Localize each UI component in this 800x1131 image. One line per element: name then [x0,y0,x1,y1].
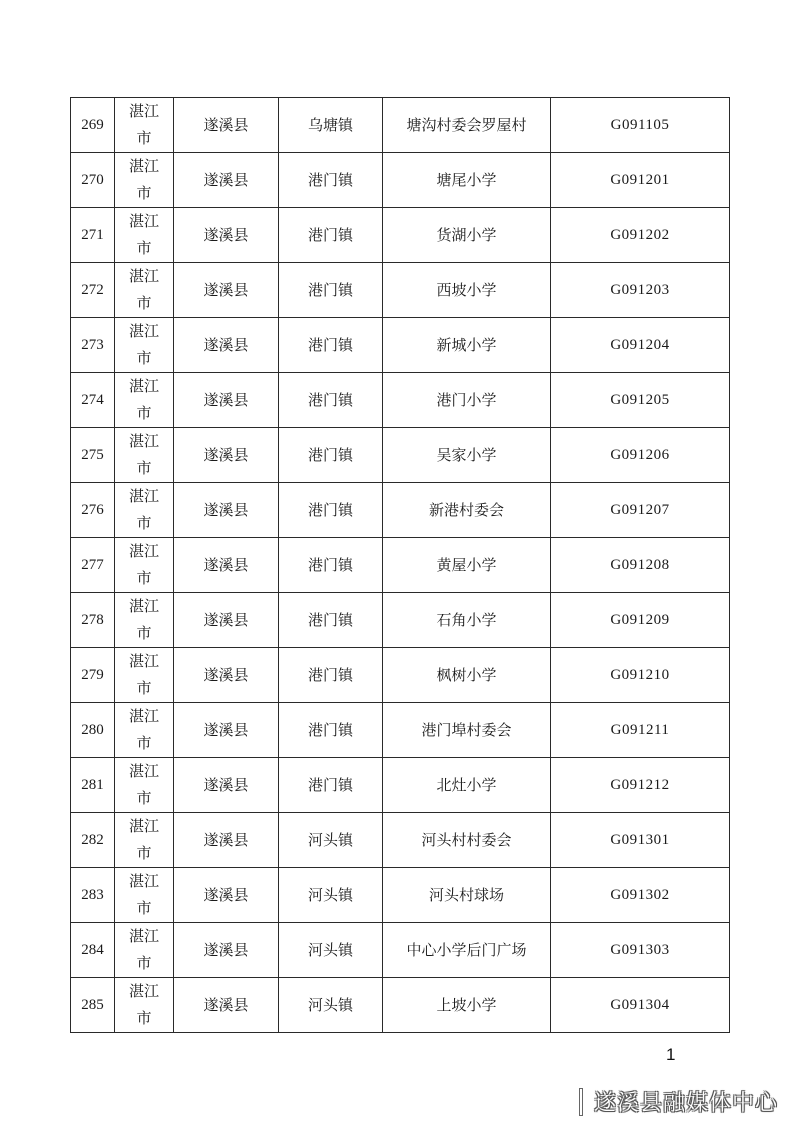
city-cell [115,208,174,263]
town-cell: 港门镇 [279,373,383,428]
table-row [71,318,730,373]
table-row [71,483,730,538]
site-code-cell: G091209 [551,593,730,648]
row-number-cell: 283 [71,868,115,923]
city-cell [115,923,174,978]
row-number-cell: 275 [71,428,115,483]
table-row [71,263,730,318]
county-cell: 遂溪县 [174,648,279,703]
city-name-line1: 湛江 [128,542,159,560]
city-cell [115,373,174,428]
site-cell: 港门小学 [383,373,551,428]
row-number-cell: 276 [71,483,115,538]
row-number-cell: 284 [71,923,115,978]
city-name-line1: 湛江 [128,487,159,505]
table-row [71,428,730,483]
site-cell: 河头村球场 [383,868,551,923]
site-code-cell: G091203 [551,263,730,318]
site-cell: 新港村委会 [383,483,551,538]
watermark-divider [580,1089,582,1115]
site-code-cell: G091105 [551,98,730,153]
site-code-cell: G091303 [551,923,730,978]
city-name-line2: 市 [136,679,152,697]
city-name-line2: 市 [136,129,152,147]
site-table-body [71,98,730,1033]
town-cell: 港门镇 [279,263,383,318]
city-name-line2: 市 [136,1009,152,1027]
site-cell: 石角小学 [383,593,551,648]
city-cell [115,813,174,868]
city-name-line1: 湛江 [128,927,159,945]
county-cell: 遂溪县 [174,703,279,758]
town-cell: 河头镇 [279,868,383,923]
county-cell: 遂溪县 [174,98,279,153]
city-name-line2: 市 [136,459,152,477]
city-name-line2: 市 [136,789,152,807]
row-number-cell: 279 [71,648,115,703]
table-row [71,703,730,758]
county-cell: 遂溪县 [174,868,279,923]
city-cell [115,758,174,813]
site-code-cell: G091212 [551,758,730,813]
city-cell [115,98,174,153]
city-name-line2: 市 [136,844,152,862]
site-code-cell: G091207 [551,483,730,538]
city-name-line1: 湛江 [128,102,159,120]
county-cell: 遂溪县 [174,758,279,813]
table-row [71,153,730,208]
row-number-cell: 280 [71,703,115,758]
site-cell: 货湖小学 [383,208,551,263]
city-name-line1: 湛江 [128,267,159,285]
city-cell [115,593,174,648]
town-cell: 河头镇 [279,813,383,868]
row-number-cell: 271 [71,208,115,263]
watermark-text: 遂溪县融媒体中心 [593,1091,778,1116]
site-code-cell: G091202 [551,208,730,263]
table-row [71,758,730,813]
county-cell: 遂溪县 [174,318,279,373]
city-name-line2: 市 [136,954,152,972]
table-row [71,648,730,703]
row-number-cell: 277 [71,538,115,593]
city-cell [115,978,174,1033]
county-cell: 遂溪县 [174,263,279,318]
county-cell: 遂溪县 [174,483,279,538]
city-name-line1: 湛江 [128,322,159,340]
city-name-line2: 市 [136,899,152,917]
row-number-cell: 270 [71,153,115,208]
site-code-cell: G091208 [551,538,730,593]
city-name-line2: 市 [136,239,152,257]
city-name-line2: 市 [136,349,152,367]
site-code-cell: G091302 [551,868,730,923]
table-row [71,978,730,1033]
county-cell: 遂溪县 [174,923,279,978]
page-number: 1 [666,1045,676,1064]
city-name-line1: 湛江 [128,872,159,890]
site-cell: 河头村村委会 [383,813,551,868]
site-cell: 塘沟村委会罗屋村 [383,98,551,153]
city-name-line1: 湛江 [128,707,159,725]
table-row [71,923,730,978]
site-code-cell: G091205 [551,373,730,428]
city-cell [115,263,174,318]
row-number-cell: 282 [71,813,115,868]
county-cell: 遂溪县 [174,428,279,483]
city-cell [115,703,174,758]
table-row [71,538,730,593]
city-cell [115,868,174,923]
town-cell: 乌塘镇 [279,98,383,153]
town-cell: 河头镇 [279,923,383,978]
county-cell: 遂溪县 [174,978,279,1033]
county-cell: 遂溪县 [174,538,279,593]
city-name-line1: 湛江 [128,597,159,615]
town-cell: 港门镇 [279,703,383,758]
city-cell [115,538,174,593]
city-cell [115,318,174,373]
town-cell: 港门镇 [279,483,383,538]
city-name-line1: 湛江 [128,982,159,1000]
city-name-line1: 湛江 [128,762,159,780]
site-table [70,97,730,1033]
town-cell: 河头镇 [279,978,383,1033]
site-cell: 新城小学 [383,318,551,373]
county-cell: 遂溪县 [174,208,279,263]
site-code-cell: G091301 [551,813,730,868]
city-name-line2: 市 [136,624,152,642]
site-cell: 北灶小学 [383,758,551,813]
town-cell: 港门镇 [279,208,383,263]
town-cell: 港门镇 [279,758,383,813]
county-cell: 遂溪县 [174,813,279,868]
town-cell: 港门镇 [279,428,383,483]
row-number-cell: 281 [71,758,115,813]
site-cell: 上坡小学 [383,978,551,1033]
row-number-cell: 278 [71,593,115,648]
site-code-cell: G091204 [551,318,730,373]
table-row [71,208,730,263]
site-cell: 黄屋小学 [383,538,551,593]
site-code-cell: G091304 [551,978,730,1033]
row-number-cell: 285 [71,978,115,1033]
city-name-line1: 湛江 [128,377,159,395]
table-row [71,373,730,428]
city-name-line2: 市 [136,514,152,532]
table-row [71,98,730,153]
city-cell [115,483,174,538]
media-watermark [580,1086,778,1117]
town-cell: 港门镇 [279,153,383,208]
city-name-line2: 市 [136,569,152,587]
table-row [71,813,730,868]
county-cell: 遂溪县 [174,373,279,428]
city-name-line2: 市 [136,404,152,422]
town-cell: 港门镇 [279,593,383,648]
site-cell: 中心小学后门广场 [383,923,551,978]
city-cell [115,428,174,483]
site-cell: 西坡小学 [383,263,551,318]
row-number-cell: 272 [71,263,115,318]
site-cell: 港门埠村委会 [383,703,551,758]
city-cell [115,648,174,703]
county-cell: 遂溪县 [174,593,279,648]
city-name-line1: 湛江 [128,432,159,450]
city-name-line1: 湛江 [128,157,159,175]
city-cell [115,153,174,208]
table-row [71,868,730,923]
site-cell: 塘尾小学 [383,153,551,208]
city-name-line1: 湛江 [128,652,159,670]
city-name-line1: 湛江 [128,212,159,230]
site-code-cell: G091210 [551,648,730,703]
city-name-line1: 湛江 [128,817,159,835]
site-cell: 枫树小学 [383,648,551,703]
site-code-cell: G091206 [551,428,730,483]
row-number-cell: 269 [71,98,115,153]
city-name-line2: 市 [136,294,152,312]
city-name-line2: 市 [136,734,152,752]
site-code-cell: G091201 [551,153,730,208]
row-number-cell: 273 [71,318,115,373]
table-row [71,593,730,648]
town-cell: 港门镇 [279,538,383,593]
town-cell: 港门镇 [279,648,383,703]
site-cell: 吴家小学 [383,428,551,483]
city-name-line2: 市 [136,184,152,202]
site-code-cell: G091211 [551,703,730,758]
town-cell: 港门镇 [279,318,383,373]
county-cell: 遂溪县 [174,153,279,208]
row-number-cell: 274 [71,373,115,428]
